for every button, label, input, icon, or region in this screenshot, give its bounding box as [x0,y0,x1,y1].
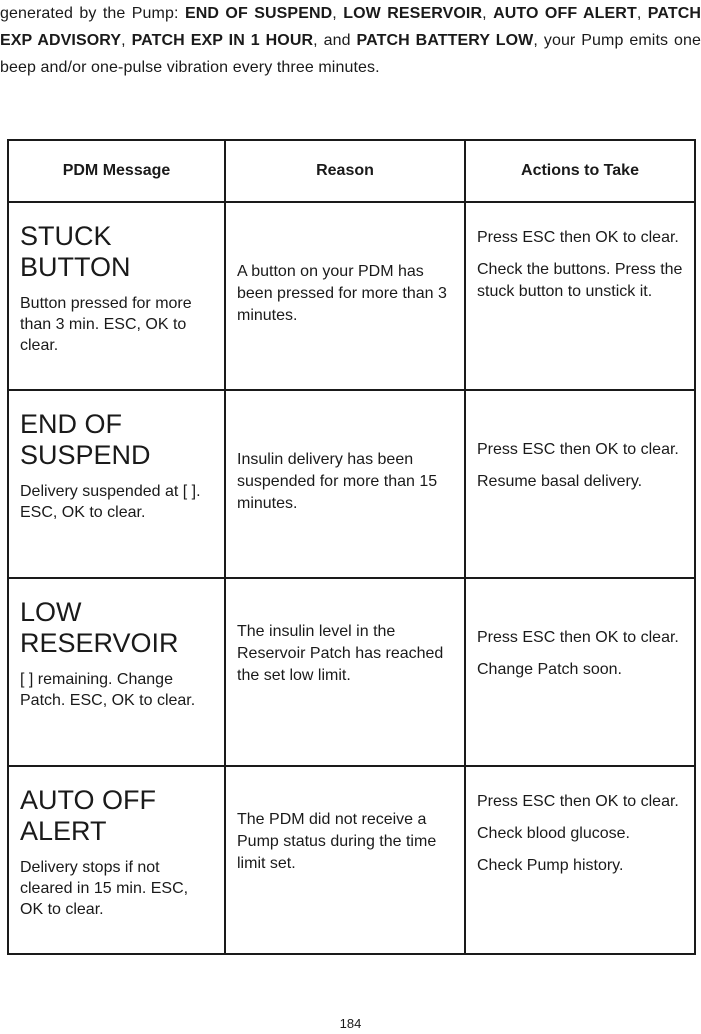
alert-name-patch-battery-low: PATCH BATTERY LOW [356,32,534,49]
action-item: Press ESC then OK to clear. [477,793,679,810]
table-row [8,578,695,766]
message-body: Delivery stops if not cleared in 15 min. ESC, OK to clear. [20,859,189,918]
reason-text: Insulin delivery has been suspended for more than 15 minutes. [237,451,438,512]
action-item: Press ESC then OK to clear. [477,229,679,246]
actions-cell [465,766,695,954]
reason-text: The insulin level in the Reservoir Patch has reached the set low limit. [237,623,444,684]
table-row [8,766,695,954]
reason-text: The PDM did not receive a Pump status during the time limit set. [237,811,437,872]
header-actions-to-take: Actions to Take [465,140,695,202]
message-body: Button pressed for more than 3 min. ESC, OK to clear. [20,295,192,354]
table-header-row [8,140,695,202]
reason-cell [225,766,465,954]
pdm-message-cell [8,202,225,390]
pdm-message-cell [8,578,225,766]
table-row [8,390,695,578]
action-item: Check the buttons. Press the stuck button to unstick it. [477,261,683,300]
action-item: Check Pump history. [477,857,624,874]
message-title: AUTO OFF ALERT [20,785,157,846]
alert-name-auto-off-alert: AUTO OFF ALERT [493,5,637,22]
pdm-message-table [7,139,696,955]
message-title: STUCK BUTTON [20,221,131,282]
actions-cell [465,578,695,766]
message-title: LOW RESERVOIR [20,597,179,658]
reason-text: A button on your PDM has been pressed for more than 3 minutes. [237,263,447,324]
action-item: Check blood glucose. [477,825,630,842]
message-body: Delivery suspended at [ ]. ESC, OK to clear. [20,483,201,521]
action-item: Change Patch soon. [477,661,622,678]
table-row [8,202,695,390]
alert-name-patch-exp-advisory: PATCH EXP ADVISORY [0,5,701,49]
alert-name-low-reservoir: LOW RESERVOIR [343,5,483,22]
reason-cell [225,578,465,766]
page-number: 184 [339,1016,362,1031]
reason-cell [225,202,465,390]
intro-paragraph: generated by the Pump: END OF SUSPEND, LOW RESERVOIR, AUTO OFF ALERT, PATCH EXP ADVISORY, PATCH EXP IN 1 HOUR, and PATCH BATTERY LOW, your Pump emits one beep and/or one-pulse vibration every three minutes. [0,5,701,76]
reason-cell [225,390,465,578]
action-item: Resume basal delivery. [477,473,643,490]
pdm-message-cell [8,766,225,954]
alert-name-end-of-suspend: END OF SUSPEND [184,5,333,22]
actions-cell [465,390,695,578]
alert-name-patch-exp-in-1-hour: PATCH EXP IN 1 HOUR [131,32,314,49]
header-reason: Reason [225,140,465,202]
header-pdm-message: PDM Message [8,140,225,202]
message-title: END OF SUSPEND [20,409,151,470]
action-item: Press ESC then OK to clear. [477,441,679,458]
action-item: Press ESC then OK to clear. [477,629,679,646]
message-body: [ ] remaining. Change Patch. ESC, OK to clear. [20,671,196,709]
actions-cell [465,202,695,390]
pdm-message-cell [8,390,225,578]
